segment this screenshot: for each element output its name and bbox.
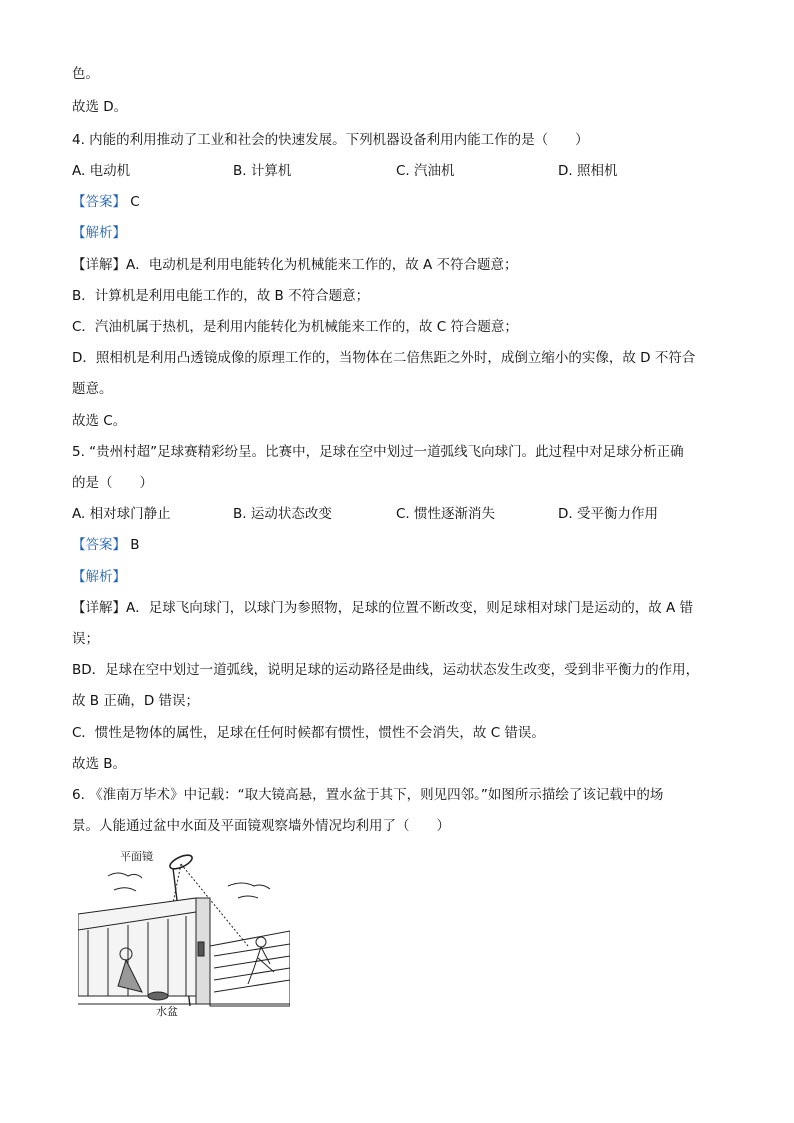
q4-selection: 故选 C。 xyxy=(72,413,127,429)
q4-detail-2: B．计算机是利用电能工作的，故 B 不符合题意； xyxy=(72,288,370,304)
illustration-drawing xyxy=(78,846,290,1020)
q5-detail-1-text: A．足球飞向球门，以球门为参照物，足球的位置不断改变，则足球相对球门是运动的，故 A 错 xyxy=(126,600,694,616)
q4-detail-5: 题意。 xyxy=(72,381,113,397)
basin-label: 水盆 xyxy=(156,1005,178,1018)
q5-detail-4: 故 B 正确，D 错误； xyxy=(72,693,200,709)
q5-detail-2: 误； xyxy=(72,631,99,647)
q4-option-c: C. 汽油机 xyxy=(396,163,455,179)
q5-option-d: D. 受平衡力作用 xyxy=(558,506,658,522)
q4-detail-3: C．汽油机属于热机，是利用内能转化为机械能来工作的，故 C 符合题意； xyxy=(72,319,518,335)
q4-option-a: A. 电动机 xyxy=(72,163,131,179)
page-line-2: 故选 D。 xyxy=(72,99,128,115)
detail-label: 【详解】 xyxy=(72,257,126,273)
periscope-illustration xyxy=(78,846,290,1020)
q5-answer-value: B xyxy=(126,537,140,553)
q4-detail-1-text: A．电动机是利用电能转化为机械能来工作的，故 A 不符合题意； xyxy=(126,257,518,273)
q5-answer xyxy=(72,536,140,554)
q5-selection: 故选 B。 xyxy=(72,756,127,772)
q4-analysis xyxy=(72,224,126,242)
detail-label: 【详解】 xyxy=(72,600,126,616)
page-line-1: 色。 xyxy=(72,66,99,82)
q5-option-c: C. 惯性逐渐消失 xyxy=(396,506,496,522)
q5-detail-3: BD．足球在空中划过一道弧线，说明足球的运动路径是曲线，运动状态发生改变，受到非平衡力的作用， xyxy=(72,662,700,678)
q5-detail-5: C．惯性是物体的属性，足球在任何时候都有惯性，惯性不会消失，故 C 错误。 xyxy=(72,725,545,741)
q4-detail-1 xyxy=(72,256,518,274)
question-6-line-2: 景。人能通过盆中水面及平面镜观察墙外情况均利用了（ ） xyxy=(72,818,450,834)
q5-option-b: B. 运动状态改变 xyxy=(233,506,332,522)
q4-detail-4: D．照相机是利用凸透镜成像的原理工作的，当物体在二倍焦距之外时，成倒立缩小的实像，故 D 不符合 xyxy=(72,350,696,366)
q5-analysis xyxy=(72,568,126,586)
question-5-line-2: 的是（ ） xyxy=(72,475,153,491)
mirror-label: 平面镜 xyxy=(120,850,153,863)
q4-option-d: D. 照相机 xyxy=(558,163,618,179)
question-6-line-1: 6. 《淮南万毕术》中记载：“取大镜高悬，置水盆于其下，则见四邻。”如图所示描绘了该记载中的场 xyxy=(72,787,664,803)
analysis-label: 【解析】 xyxy=(72,225,126,241)
q5-detail-1 xyxy=(72,599,693,617)
q5-option-a: A. 相对球门静止 xyxy=(72,506,171,522)
question-5-line-1: 5. “贵州村超”足球赛精彩纷呈。比赛中，足球在空中划过一道弧线飞向球门。此过程中对足球分析正确 xyxy=(72,444,684,460)
question-4: 4. 内能的利用推动了工业和社会的快速发展。下列机器设备利用内能工作的是（ ） xyxy=(72,132,589,148)
q4-answer xyxy=(72,193,140,211)
q4-option-b: B. 计算机 xyxy=(233,163,292,179)
q4-answer-value: C xyxy=(126,194,140,210)
analysis-label: 【解析】 xyxy=(72,569,126,585)
answer-label: 【答案】 xyxy=(72,537,126,553)
answer-label: 【答案】 xyxy=(72,194,126,210)
